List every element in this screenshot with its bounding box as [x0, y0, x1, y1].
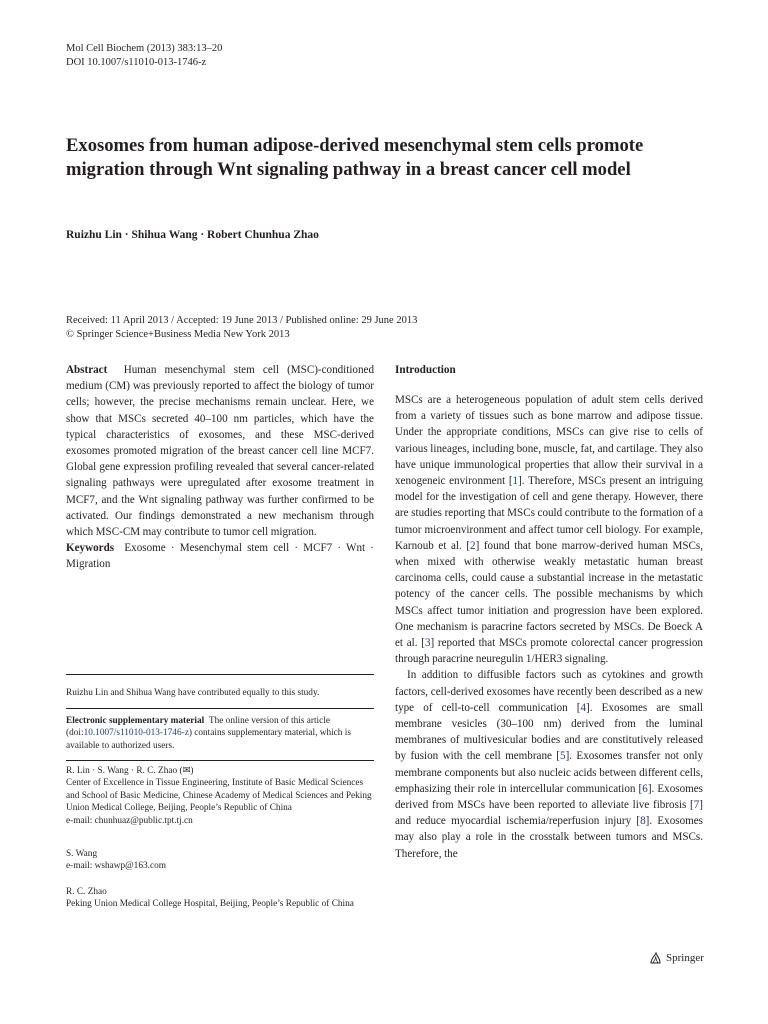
journal-doi: DOI 10.1007/s11010-013-1746-z: [66, 57, 207, 68]
affiliation-1-names: R. Lin · S. Wang · R. C. Zhao (✉): [66, 766, 194, 776]
publication-dates: [66, 314, 417, 342]
affiliation-2-email[interactable]: e-mail: wshawp@163.com: [66, 861, 166, 872]
esm-label: Electronic supplementary material: [66, 716, 205, 726]
abstract-text: Human mesenchymal stem cell (MSC)-conditioned medium (CM) was previously reported to affect the biology of tumor cells; however, the precise mechanisms remain unclear. Here, we show that MSCs secreted 40–100 nm particles, which have the typical characteristics of exosomes, and these MSC-derived exosomes promoted migration of the breast cancer cell line MCF7. Global gene expression profiling revealed that several cancer-related signaling pathways were upregulated after exosome treatment in MCF7, and the Wnt signaling pathway was further confirmed to be activated. Our findings demonstrated a new mechanism through which MSC-CM may contribute to tumor cell migration.: [66, 364, 374, 539]
intro-p2-text-d: ]. Exosomes derived from MSCs have been reported to alleviate live fibrosis [: [395, 782, 703, 812]
intro-p2-text-c: ]. Exosomes transfer not only membrane components but also nucleic acids between different cells, emphasizing their role in intercellular communication [: [395, 750, 703, 795]
affiliation-3-address: Peking Union Medical College Hospital, Beijing, People’s Republic of China: [66, 899, 354, 910]
abstract-label: Abstract: [66, 364, 108, 376]
equal-contribution-note: Ruizhu Lin and Shihua Wang have contributed equally to this study.: [66, 688, 320, 698]
journal-citation: Mol Cell Biochem (2013) 383:13–20: [66, 43, 223, 54]
publication-history: Received: 11 April 2013 / Accepted: 19 June 2013 / Published online: 29 June 2013: [66, 315, 418, 326]
abstract: [66, 362, 374, 540]
affiliation-1-address: Center of Excellence in Tissue Engineering, Institute of Basic Medical Sciences and School of Basic Medicine, Chinese Academy of Medical Sciences and Peking Union Medical College, Beijing, People’s Republic of China: [66, 778, 372, 814]
citation-link-1[interactable]: 1: [512, 475, 519, 488]
intro-p1-text-c: ] found that bone marrow-derived human MSCs, when mixed with otherwise weakly metastatic human breast carcinoma cells, could cause a substantial increase in the metastatic potency of the cancer cells. The possible mechanisms by which MSCs affect tumor initiation and progression have been explored. One mechanism is paracrine factors secreted by MSCs. De Boeck A et al. [: [395, 539, 703, 650]
esm-doi-link[interactable]: 10.1007/s11010-013-1746-z: [83, 728, 189, 739]
affiliation-2: [66, 848, 374, 873]
introduction-paragraph-1: [395, 392, 703, 667]
esm-post: ) contains supplementary material, which is available to authorized users.: [66, 728, 351, 751]
affiliation-1: [66, 765, 374, 827]
affiliation-3: [66, 886, 374, 911]
intro-p1-text-a: MSCs are a heterogeneous population of adult stem cells derived from a variety of tissues such as bone marrow and adipose tissue. Under the appropriate conditions, MSCs can give rise to cells of various lineages, including bone, muscle, fat, and cartilage. They also have unique immunological properties that allow their survival in a xenogeneic environment [: [395, 394, 703, 488]
intro-p2-text-b: ]. Exosomes are small membrane vesicles (30–100 nm) derived from the luminal membranes of multivesicular bodies and are constitutively released by fusion with the cell membrane [: [395, 701, 703, 763]
article-title: Exosomes from human adipose-derived mesenchymal stem cells promote migration through Wnt signaling pathway in a breast cancer cell model: [66, 135, 644, 180]
publisher-mark: [648, 951, 704, 965]
intro-p1-text-b: ]. Therefore, MSCs present an intriguing model for the investigation of cell and gene therapy. However, there are studies reporting that MSCs could contribute to the formation of a tumor microenvironment and affect tumor cell biology. For example, Karnoub et al. [: [395, 475, 703, 552]
intro-p2-text-e: ] and reduce myocardial ischemia/reperfusion injury [: [395, 799, 703, 828]
right-column: [395, 362, 703, 862]
intro-p2-text-f: ]. Exosomes may also play a role in the crosstalk between tumors and MSCs. Therefore, the: [395, 815, 703, 860]
springer-logo-icon: [648, 951, 663, 965]
keywords-label: Keywords: [66, 542, 115, 555]
keywords: [66, 540, 374, 572]
supplementary-note: [66, 715, 374, 752]
citation-link-6[interactable]: 6: [642, 782, 648, 795]
esm-pre: The online version of this article (doi:: [66, 716, 330, 739]
journal-header: [66, 42, 222, 70]
citation-link-3[interactable]: 3: [424, 637, 431, 650]
citation-link-4[interactable]: 4: [580, 701, 587, 714]
footnote-divider-3: [66, 760, 374, 761]
affiliation-1-email[interactable]: e-mail: chunhuaz@public.tpt.tj.cn: [66, 815, 193, 826]
citation-link-7[interactable]: 7: [693, 799, 700, 812]
introduction-heading: Introduction: [395, 364, 456, 376]
author-list: Ruizhu Lin · Shihua Wang · Robert Chunhua Zhao: [66, 229, 319, 241]
citation-link-5[interactable]: 5: [560, 750, 566, 763]
affiliation-2-names: S. Wang: [66, 849, 98, 859]
copyright-line: © Springer Science+Business Media New York 2013: [66, 329, 290, 340]
left-column: [66, 362, 374, 573]
keywords-text: Exosome · Mesenchymal stem cell · MCF7 · Wnt · Migration: [66, 542, 374, 571]
citation-link-2[interactable]: 2: [470, 539, 476, 552]
footnote-divider: [66, 674, 374, 675]
intro-p2-text-a: In addition to diffusible factors such as cytokines and growth factors, cell-derived exosomes have recently been described as a new type of cell-to-cell communication [: [395, 669, 703, 714]
intro-p1-text-d: ] reported that MSCs promote colorectal cancer progression through paracrine neuregulin 1/HER3 signaling.: [395, 637, 703, 666]
affiliation-3-names: R. C. Zhao: [66, 887, 107, 897]
footnote-divider-2: [66, 708, 374, 709]
publisher-name: Springer: [666, 952, 704, 964]
citation-link-8[interactable]: 8: [640, 815, 646, 828]
introduction-paragraph-2: [395, 667, 703, 861]
